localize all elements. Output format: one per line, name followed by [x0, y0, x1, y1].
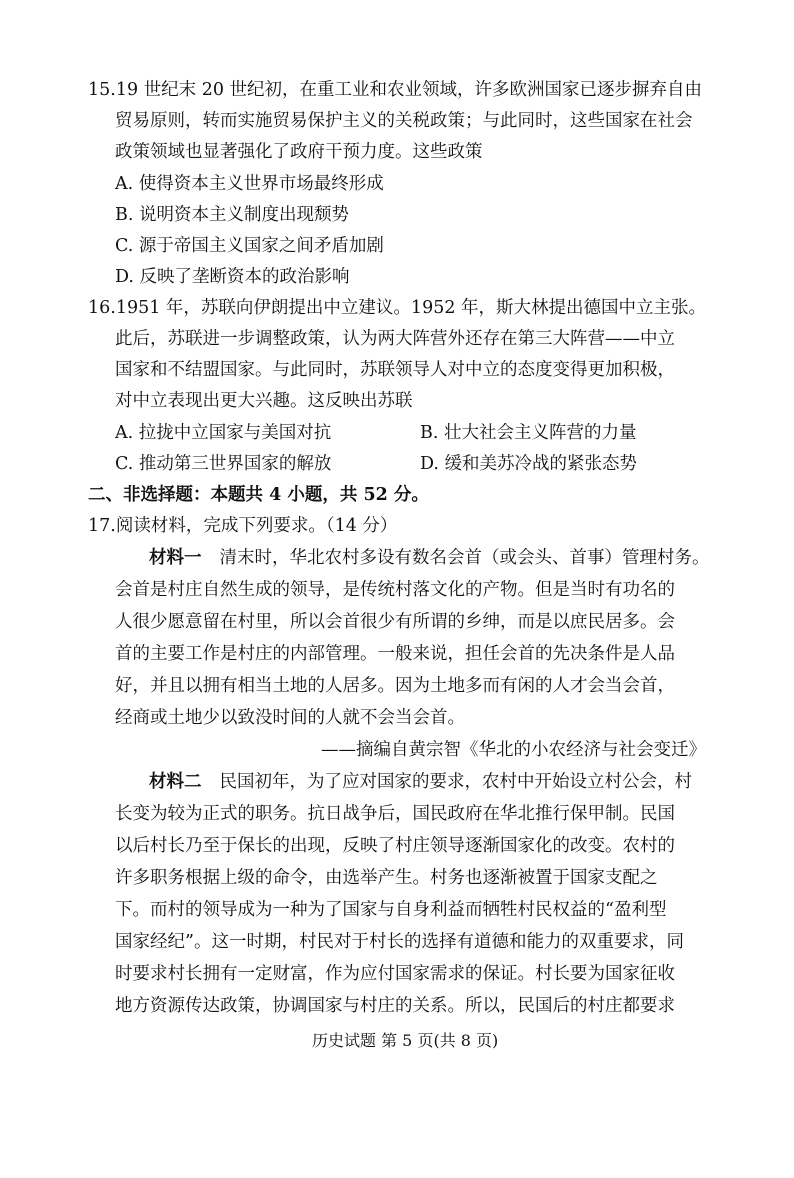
q15-option-b: B. 说明资本主义制度出现颓势: [115, 205, 349, 225]
q16-stem-line-2: 此后，苏联进一步调整政策，认为两大阵营外还存在第三大阵营——中立: [115, 329, 675, 349]
material2-line-2: 长变为较为正式的职务。抗日战争后，国民政府在华北推行保甲制。民国: [115, 804, 675, 824]
q16-option-d: D. 缓和美苏冷战的紧张态势: [420, 454, 638, 474]
q15-stem-line-3: 政策领域也显著强化了政府干预力度。这些政策: [115, 142, 483, 162]
material2-line-5: 下。而村的领导成为一种为了国家与自身利益而牺牲村民权益的“盈利型: [115, 900, 667, 920]
q16-stem-line-4: 对中立表现出更大兴趣。这反映出苏联: [115, 391, 413, 411]
material1-line-4: 首的主要工作是村庄的内部管理。一般来说，担任会首的先决条件是人品: [115, 644, 675, 664]
q16-stem-line-1: 16.1951 年，苏联向伊朗提出中立建议。1952 年，斯大林提出德国中立主张。: [88, 298, 707, 318]
material2-line-8: 地方资源传达政策，协调国家与村庄的关系。所以，民国后的村庄都要求: [115, 996, 675, 1016]
material2-text-1: 民国初年，为了应对国家的要求，农村中开始设立村公会，村: [219, 772, 692, 792]
q15-option-a: A. 使得资本主义世界市场最终形成: [115, 174, 384, 194]
q16-option-c: C. 推动第三世界国家的解放: [115, 454, 332, 474]
material2-line-6: 国家经纪”。这一时期，村民对于村长的选择有道德和能力的双重要求，同: [115, 932, 684, 952]
material2-line-7: 时要求村长拥有一定财富，作为应付国家需求的保证。村长要为国家征收: [115, 964, 675, 984]
material1-line-3: 人很少愿意留在村里，所以会首很少有所谓的乡绅，而是以庶民居多。会: [115, 612, 675, 632]
material2-line-4: 许多职务根据上级的命令，由选举产生。村务也逐渐被置于国家支配之: [115, 868, 658, 888]
q15-stem-line-1: 15.19 世纪末 20 世纪初，在重工业和农业领域，许多欧洲国家已逐步摒弃自由: [88, 80, 703, 100]
material1-label: 材料一: [149, 548, 202, 568]
section-heading: 二、非选择题：本题共 4 小题，共 52 分。: [88, 485, 429, 505]
material2-line-3: 以后村长乃至于保长的出现，反映了村庄领导逐渐国家化的改变。农村的: [115, 836, 675, 856]
q15-stem-line-2: 贸易原则，转而实施贸易保护主义的关税政策；与此同时，这些国家在社会: [115, 111, 693, 131]
material1-line-5: 好，并且以拥有相当土地的人居多。因为土地多而有闲的人才会当会首，: [115, 676, 675, 696]
q16-stem-line-3: 国家和不结盟国家。与此同时，苏联领导人对中立的态度变得更加积极，: [115, 360, 675, 380]
q16-option-b: B. 壮大社会主义阵营的力量: [420, 423, 637, 443]
material1-line-6: 经商或土地少以致没时间的人就不会当会首。: [115, 708, 465, 728]
material1-source: ——摘编自黄宗智《华北的小农经济与社会变迁》: [321, 740, 706, 760]
material1-line-2: 会首是村庄自然生成的领导，是传统村落文化的产物。但是当时有功名的: [115, 580, 675, 600]
material1-text-1: 清末时，华北农村多设有数名会首（或会头、首事）管理村务。: [219, 548, 710, 568]
material2-label: 材料二: [149, 772, 202, 792]
page-footer: 历史试题 第 5 页(共 8 页): [312, 1031, 499, 1050]
q15-option-c: C. 源于帝国主义国家之间矛盾加剧: [115, 236, 384, 256]
q15-option-d: D. 反映了垄断资本的政治影响: [115, 267, 350, 287]
material2-line-1: [149, 770, 692, 794]
material1-line-1: [149, 546, 710, 570]
q17-stem: 17.阅读材料，完成下列要求。（14 分）: [88, 516, 398, 536]
q16-option-a: A. 拉拢中立国家与美国对抗: [115, 423, 332, 443]
